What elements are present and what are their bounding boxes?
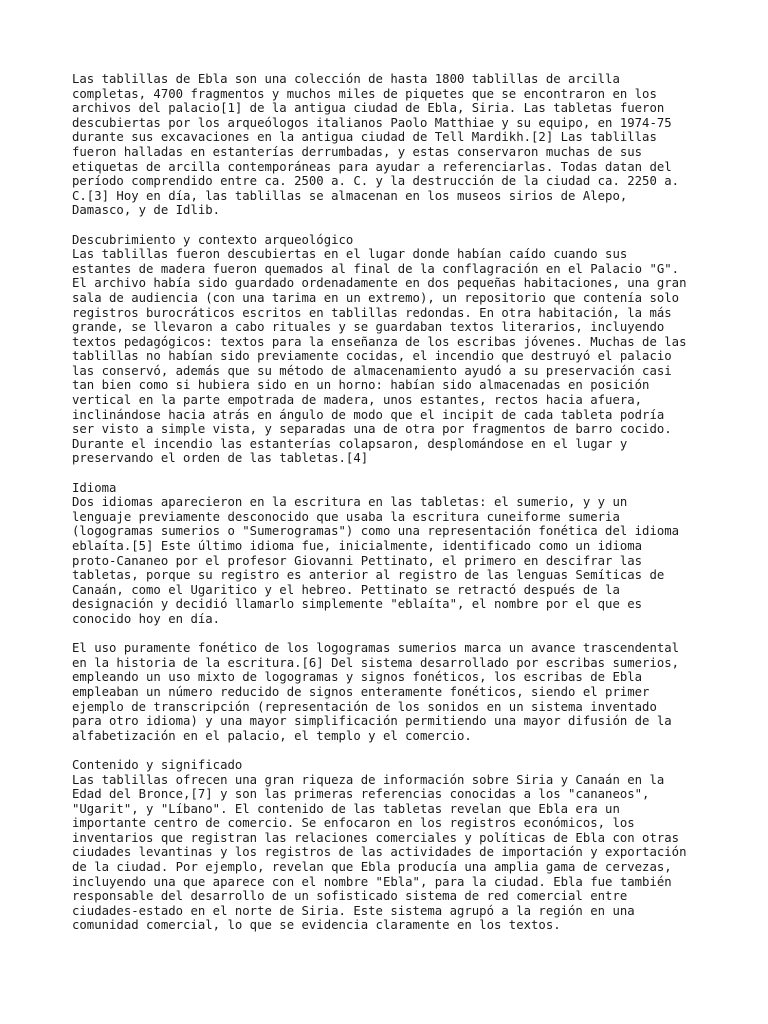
section-heading: Descubrimiento y contexto arqueológico [72,232,354,247]
section-block [72,758,712,933]
text-line: sala de audiencia (con una tarima en un extremo), un repositorio que contenía solo [72,290,680,305]
text-line: C.[3] Hoy en día, las tablillas se almacenan en los museos sirios de Alepo, [72,188,628,203]
paragraph-gap [72,743,712,758]
text-line: designación y decidió llamarlo simplemente "eblaíta", el nombre por el que es [72,597,643,612]
text-line: "Ugarit", y "Líbano". El contenido de las tabletas revelan que Ebla era un [72,801,620,816]
text-line: comunidad comercial, lo que se evidencia claramente en los textos. [72,918,561,933]
paragraph-gap [72,218,712,233]
text-line: Las tablillas de Ebla son una colección de hasta 1800 tablillas de arcilla [72,72,620,86]
document-page [72,72,712,933]
text-line: preservando el orden de las tabletas.[4] [72,451,369,466]
text-line: tablillas no habían sido previamente cocidas, el incendio que destruyó el palacio [72,349,672,364]
text-line: El archivo había sido guardado ordenadamente en dos pequeñas habitaciones, una gran [72,276,687,291]
text-line: ciudades-estado en el norte de Siria. Este sistema agrupó a la región en una [72,903,635,918]
text-line: durante sus excavaciones en la antigua ciudad de Tell Mardikh.[2] Las tablillas [72,130,657,145]
text-line: en la historia de la escritura.[6] Del sistema desarrollado por escribas sumerios, [72,655,680,670]
text-line: textos pedagógicos: textos para la enseñanza de los escribas jóvenes. Muchas de las [72,334,687,349]
text-line: proto-Cananeo por el profesor Giovanni Pettinato, el primero en descifrar las [72,553,643,568]
text-line: ser visto a simple vista, y separadas una de otra por fragmentos de barro cocido. [72,422,672,437]
paragraph-block [72,641,712,743]
text-line: Durante el incendio las estanterías colapsaron, desplomándose en el lugar y [72,436,628,451]
paragraph-block [72,72,712,218]
section-heading: Idioma [72,480,117,495]
text-line: Dos idiomas aparecieron en la escritura en las tabletas: el sumerio, y y un [72,495,628,510]
text-line: ejemplo de transcripción (representación de los sonidos en un sistema inventado [72,699,657,714]
text-line: completas, 4700 fragmentos y muchos miles de piquetes que se encontraron en los [72,86,657,101]
text-line: (logogramas sumerios o "Sumerogramas") como una representación fonética del idioma [72,524,680,539]
text-line: fueron halladas en estanterías derrumbadas, y estas conservaron muchas de sus [72,144,643,159]
text-line: El uso puramente fonético de los logogramas sumerios marca un avance trascendental [72,641,680,656]
text-line: tan bien como si hubiera sido en un horno: habían sido almacenadas en posición [72,378,650,393]
text-line: archivos del palacio[1] de la antigua ciudad de Ebla, Siria. Las tabletas fueron [72,101,665,116]
text-line: las conservó, además que su método de almacenamiento ayudó a su preservación casi [72,363,672,378]
text-line: etiquetas de arcilla contemporáneas para ayudar a referenciarlas. Todas datan del [72,159,672,174]
text-line: Edad del Bronce,[7] y son las primeras referencias conocidas a los "cananeos", [72,787,650,802]
text-line: inventarios que registran las relaciones comerciales y políticas de Ebla con otras [72,830,680,845]
text-line: conocido hoy en día. [72,611,221,626]
text-line: período comprendido entre ca. 2500 a. C. y la destrucción de la ciudad ca. 2250 a. [72,174,680,189]
text-line: empleando un uso mixto de logogramas y signos fonéticos, los escribas de Ebla [72,670,643,685]
text-line: estantes de madera fueron quemados al final de la conflagración en el Palacio "G". [72,261,680,276]
section-block [72,233,712,467]
text-line: importante centro de comercio. Se enfocaron en los registros económicos, los [72,816,635,831]
section-heading: Contenido y significado [72,757,243,772]
text-line: eblaíta.[5] Este último idioma fue, inicialmente, identificado como un idioma [72,539,643,553]
text-line: inclinándose hacia atrás en ángulo de modo que el incipit de cada tableta podría [72,407,665,422]
section-block [72,481,712,627]
text-line: Las tablillas fueron descubiertas en el lugar donde habían caído cuando sus [72,247,628,262]
text-line: Las tablillas ofrecen una gran riqueza de información sobre Siria y Canaán en la [72,772,665,787]
text-line: grande, se llevaron a cabo rituales y se guardaban textos literarios, incluyendo [72,320,665,335]
text-line: descubiertas por los arqueólogos italianos Paolo Matthiae y su equipo, en 1974-75 [72,115,672,130]
text-line: Canaán, como el Ugaritico y el hebreo. Pettinato se retractó después de la [72,582,620,597]
text-line: para otro idioma) y una mayor simplificación permitiendo una mayor difusión de la [72,714,672,729]
text-line: registros burocráticos escritos en tablillas redondas. En otra habitación, la más [72,305,672,320]
text-line: ciudades levantinas y los registros de las actividades de importación y exportación [72,845,687,860]
text-line: incluyendo una que aparece con el nombre "Ebla", para la ciudad. Ebla fue también [72,874,672,889]
text-line: alfabetización en el palacio, el templo y el comercio. [72,728,472,743]
text-line: Damasco, y de Idlib. [72,203,221,218]
text-line: responsable del desarrollo de un sofisticado sistema de red comercial entre [72,889,628,904]
text-line: lenguaje previamente desconocido que usaba la escritura cuneiforme sumeria [72,509,620,524]
paragraph-gap [72,627,712,642]
text-line: tabletas, porque su registro es anterior al registro de las lenguas Semíticas de [72,568,665,583]
paragraph-gap [72,466,712,481]
text-line: de la ciudad. Por ejemplo, revelan que Ebla producía una amplia gama de cervezas, [72,860,672,875]
text-line: vertical en la parte empotrada de madera, unos estantes, rectos hacia afuera, [72,393,643,408]
text-line: empleaban un número reducido de signos enteramente fonéticos, siendo el primer [72,684,650,699]
